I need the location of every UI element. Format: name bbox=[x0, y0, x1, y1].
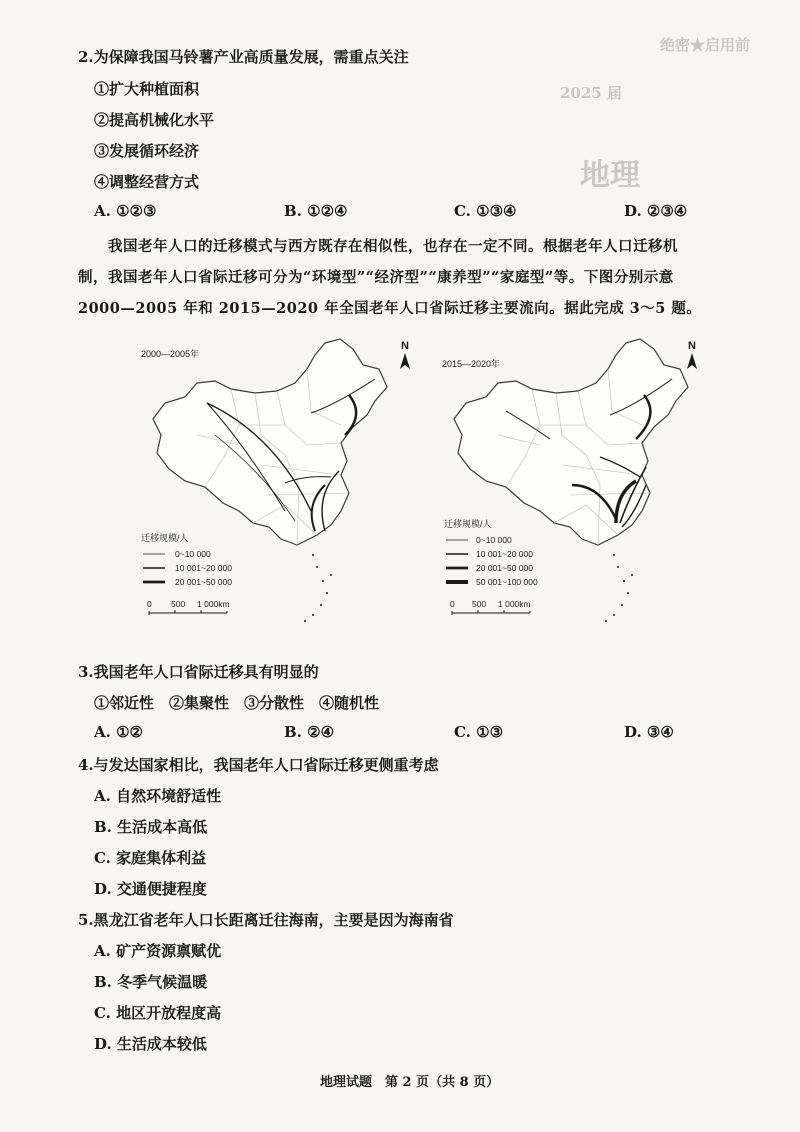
north-arrow-icon bbox=[687, 340, 697, 369]
passage-line-1: 我国老年人口的迁移模式与西方既存在相似性，也存在一定不同。根据老年人口迁移机 bbox=[108, 238, 678, 255]
passage-line-3: 2000—2005 年和 2015—2020 年全国老年人口省际迁移主要流向。据此完成 3～5 题。 bbox=[78, 300, 702, 317]
svg-text:N: N bbox=[401, 340, 409, 352]
bleed-through-header: 绝密★启用前 bbox=[660, 36, 751, 54]
q2-choice-c: C. ①③④ bbox=[454, 202, 517, 220]
q2-choice-a: A. ①②③ bbox=[94, 202, 157, 220]
q4-choice-d: D. 交通便捷程度 bbox=[94, 880, 207, 898]
map-right-legend-3: 20 001~50 000 bbox=[476, 563, 533, 573]
q3-choice-d: D. ③④ bbox=[624, 723, 674, 741]
q4-choice-c: C. 家庭集体利益 bbox=[94, 849, 207, 867]
migration-map-2000-2005 bbox=[135, 335, 420, 635]
china-outline-left bbox=[153, 339, 387, 545]
q2-item-4: ④调整经营方式 bbox=[94, 173, 200, 191]
svg-text:0: 0 bbox=[450, 599, 455, 609]
svg-text:0: 0 bbox=[147, 599, 152, 609]
q2-choice-d: D. ②③④ bbox=[624, 202, 688, 220]
south-sea-islands-left bbox=[304, 554, 332, 622]
svg-text:500: 500 bbox=[171, 599, 186, 609]
map-right-legend-4: 50 001~100 000 bbox=[476, 577, 538, 587]
q2-item-3: ③发展循环经济 bbox=[94, 142, 200, 160]
q2-choice-b: B. ①②④ bbox=[284, 202, 348, 220]
migration-map-2015-2020 bbox=[440, 335, 725, 635]
map-left-scale-bar bbox=[147, 599, 230, 615]
q3-choice-a: A. ①② bbox=[94, 723, 143, 741]
q2-item-1: ①扩大种植面积 bbox=[94, 80, 200, 98]
q3-items: ①邻近性 ②集聚性 ③分散性 ④随机性 bbox=[94, 694, 380, 712]
q5-stem: 5.黑龙江省老年人口长距离迁往海南，主要是因为海南省 bbox=[78, 911, 454, 929]
map-left-legend-2: 10 001~20 000 bbox=[175, 563, 232, 573]
q3-stem: 3.我国老年人口省际迁移具有明显的 bbox=[78, 663, 319, 681]
q3-choice-c: C. ①③ bbox=[454, 723, 504, 741]
passage-line-2: 制，我国老年人口省际迁移可分为“环境型”“经济型”“康养型”“家庭型”等。下图分别示意 bbox=[78, 269, 674, 286]
q5-choice-a: A. 矿产资源禀赋优 bbox=[94, 942, 222, 960]
south-sea-islands-right bbox=[605, 554, 633, 622]
map-right-legend-title: 迁移规模/人 bbox=[444, 519, 492, 529]
q2-item-2: ②提高机械化水平 bbox=[94, 111, 215, 129]
map-right-legend-1: 0~10 000 bbox=[476, 535, 512, 545]
map-left-legend-title: 迁移规模/人 bbox=[141, 533, 189, 543]
page-footer: 地理试题 第 2 页（共 8 页） bbox=[320, 1075, 500, 1090]
bleed-through-subject: 地理 bbox=[580, 158, 640, 193]
bleed-through-year: 2025 届 bbox=[560, 84, 622, 102]
map-left-legend-3: 20 001~50 000 bbox=[175, 577, 232, 587]
q5-choice-d: D. 生活成本较低 bbox=[94, 1035, 207, 1053]
map-right-legend-2: 10 001~20 000 bbox=[476, 549, 533, 559]
china-outline-right bbox=[454, 339, 688, 545]
svg-text:N: N bbox=[688, 340, 696, 352]
q5-choice-c: C. 地区开放程度高 bbox=[94, 1004, 222, 1022]
q5-choice-b: B. 冬季气候温暖 bbox=[94, 973, 208, 991]
map-left-legend-1: 0~10 000 bbox=[175, 549, 211, 559]
q4-choice-a: A. 自然环境舒适性 bbox=[94, 787, 222, 805]
q2-stem: 2.为保障我国马铃薯产业高质量发展，需重点关注 bbox=[78, 48, 409, 66]
map-right-scale-bar bbox=[450, 599, 531, 615]
map-left-period: 2000—2005年 bbox=[141, 349, 200, 359]
svg-text:500: 500 bbox=[472, 599, 487, 609]
north-arrow-icon bbox=[400, 340, 410, 369]
map-right-period: 2015—2020年 bbox=[442, 359, 501, 369]
svg-text:1 000km: 1 000km bbox=[498, 599, 531, 609]
q4-stem: 4.与发达国家相比，我国老年人口省际迁移更侧重考虑 bbox=[78, 756, 439, 774]
q3-choice-b: B. ②④ bbox=[284, 723, 335, 741]
q4-choice-b: B. 生活成本高低 bbox=[94, 818, 208, 836]
svg-text:1 000km: 1 000km bbox=[197, 599, 230, 609]
